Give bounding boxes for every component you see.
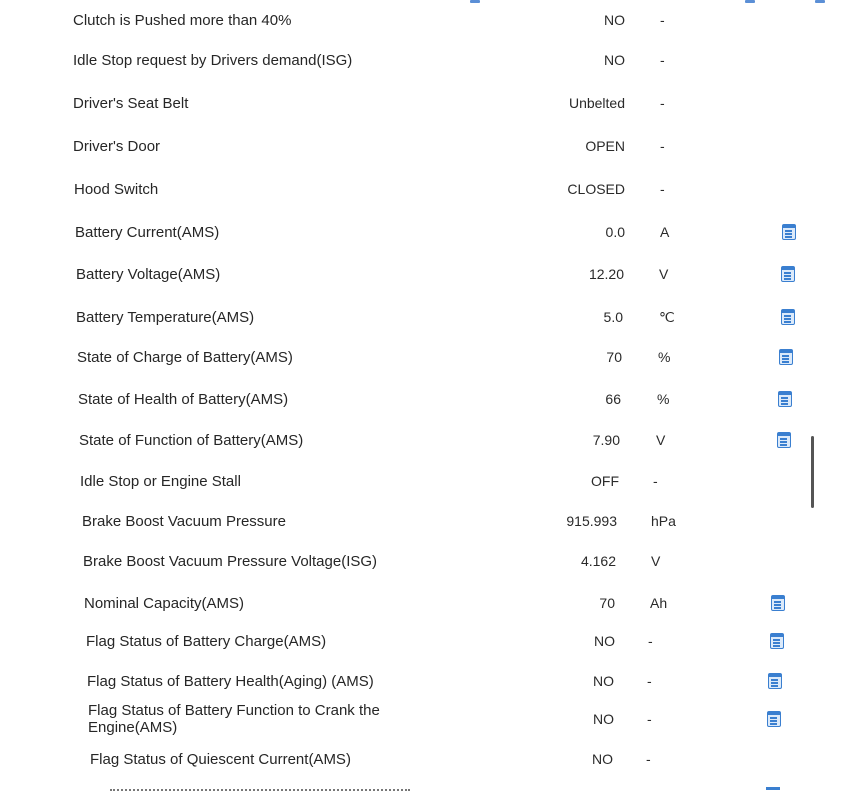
table-row[interactable] bbox=[0, 254, 857, 294]
row-unit: - bbox=[648, 633, 653, 649]
row-label: Flag Status of Battery Charge(AMS) bbox=[86, 632, 327, 650]
table-row[interactable] bbox=[0, 337, 857, 377]
row-value: 70 bbox=[606, 349, 622, 365]
table-row[interactable] bbox=[0, 621, 857, 661]
table-row[interactable] bbox=[0, 420, 857, 460]
graph-icon[interactable] bbox=[778, 391, 792, 407]
row-value: NO bbox=[594, 633, 615, 649]
row-unit: - bbox=[660, 181, 665, 197]
row-label: Flag Status of Quiescent Current(AMS) bbox=[90, 750, 351, 768]
row-value: Unbelted bbox=[568, 95, 625, 111]
row-value: OPEN bbox=[585, 138, 625, 154]
row-unit: V bbox=[656, 432, 666, 448]
graph-icon[interactable] bbox=[782, 224, 796, 240]
graph-icon[interactable] bbox=[767, 711, 781, 727]
graph-icon[interactable] bbox=[779, 349, 793, 365]
row-value: NO bbox=[593, 711, 614, 727]
row-unit: Ah bbox=[650, 595, 668, 611]
table-row[interactable] bbox=[0, 461, 857, 501]
row-label: Brake Boost Vacuum Pressure bbox=[82, 512, 286, 530]
row-label: Battery Voltage(AMS) bbox=[76, 265, 221, 283]
table-row[interactable] bbox=[0, 699, 857, 739]
table-row[interactable] bbox=[0, 83, 857, 123]
row-label: State of Function of Battery(AMS) bbox=[79, 431, 304, 449]
row-label: State of Charge of Battery(AMS) bbox=[77, 348, 293, 366]
row-label: Idle Stop or Engine Stall bbox=[80, 472, 241, 490]
row-value: 7.90 bbox=[592, 432, 620, 448]
row-label: Nominal Capacity(AMS) bbox=[84, 594, 245, 612]
row-label: Clutch is Pushed more than 40% bbox=[73, 11, 292, 29]
row-unit: - bbox=[660, 95, 665, 111]
row-value: NO bbox=[592, 751, 613, 767]
graph-icon[interactable] bbox=[771, 595, 785, 611]
row-label: Idle Stop request by Drivers demand(ISG) bbox=[73, 51, 353, 69]
row-value: NO bbox=[593, 673, 614, 689]
row-value: 0.0 bbox=[605, 224, 625, 240]
row-unit: - bbox=[660, 138, 665, 154]
row-value: 4.162 bbox=[580, 553, 616, 569]
graph-icon[interactable] bbox=[781, 266, 795, 282]
row-unit: - bbox=[647, 673, 652, 689]
row-unit: - bbox=[653, 473, 658, 489]
row-label: Brake Boost Vacuum Pressure Voltage(ISG) bbox=[83, 552, 378, 570]
table-row[interactable] bbox=[0, 297, 857, 337]
table-row[interactable] bbox=[0, 583, 857, 623]
row-value: 70 bbox=[599, 595, 615, 611]
row-unit: V bbox=[651, 553, 661, 569]
table-row[interactable] bbox=[0, 501, 857, 541]
row-unit: - bbox=[646, 751, 651, 767]
table-row[interactable] bbox=[0, 40, 857, 80]
graph-icon[interactable] bbox=[768, 673, 782, 689]
row-value: NO bbox=[604, 12, 625, 28]
partial-graph-icon bbox=[766, 787, 780, 790]
row-label: Hood Switch bbox=[74, 180, 159, 198]
table-row[interactable] bbox=[0, 0, 857, 40]
table-row[interactable] bbox=[0, 379, 857, 419]
row-label: Driver's Seat Belt bbox=[73, 94, 189, 112]
row-value: CLOSED bbox=[567, 181, 625, 197]
graph-icon[interactable] bbox=[770, 633, 784, 649]
row-label: Flag Status of Battery Function to Crank the Engine(AMS) bbox=[88, 702, 380, 736]
row-unit: hPa bbox=[651, 513, 676, 529]
row-label: Driver's Door bbox=[73, 137, 161, 155]
row-value: 66 bbox=[605, 391, 621, 407]
graph-icon[interactable] bbox=[777, 432, 791, 448]
table-row[interactable] bbox=[0, 739, 857, 779]
table-row[interactable] bbox=[0, 661, 857, 701]
row-unit: A bbox=[660, 224, 670, 240]
table-row[interactable] bbox=[0, 541, 857, 581]
row-unit: ℃ bbox=[659, 308, 675, 325]
graph-icon[interactable] bbox=[781, 309, 795, 325]
row-label: Battery Current(AMS) bbox=[75, 223, 220, 241]
vertical-scrollbar[interactable] bbox=[811, 436, 814, 508]
partial-next-row bbox=[110, 789, 410, 795]
row-label: Battery Temperature(AMS) bbox=[76, 308, 255, 326]
row-unit: V bbox=[659, 266, 669, 282]
row-value: 915.993 bbox=[566, 513, 617, 529]
row-unit: - bbox=[660, 52, 665, 68]
row-label: State of Health of Battery(AMS) bbox=[78, 390, 289, 408]
row-unit: - bbox=[647, 711, 652, 727]
table-row[interactable] bbox=[0, 126, 857, 166]
table-row[interactable] bbox=[0, 212, 857, 252]
row-value: 12.20 bbox=[588, 266, 624, 282]
row-value: 5.0 bbox=[603, 309, 623, 325]
row-value: NO bbox=[604, 52, 625, 68]
row-unit: % bbox=[658, 349, 671, 365]
row-unit: - bbox=[660, 12, 665, 28]
row-unit: % bbox=[657, 391, 670, 407]
row-value: OFF bbox=[591, 473, 619, 489]
row-label: Flag Status of Battery Health(Aging) (AMS) bbox=[87, 672, 374, 690]
table-row[interactable] bbox=[0, 169, 857, 209]
